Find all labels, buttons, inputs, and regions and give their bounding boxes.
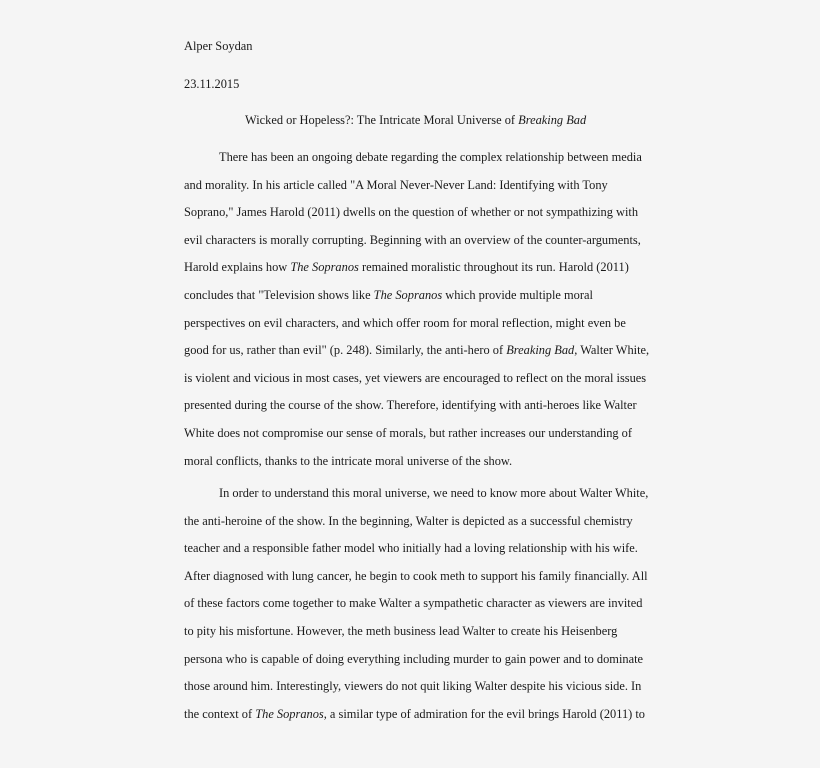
- text-line: [184, 342, 649, 358]
- text-segment: evil characters is morally corrupting. Beginning with an overview of the counter-arguments,: [184, 232, 641, 247]
- text-line: [184, 568, 648, 584]
- title-main: Wicked or Hopeless?: The Intricate Moral Universe of: [245, 113, 519, 127]
- document-title: [245, 112, 586, 128]
- text-line: [184, 513, 633, 529]
- text-segment: , Walter White,: [574, 343, 650, 358]
- text-segment: to pity his misfortune. However, the meth business lead Walter to create his Heisenberg: [184, 624, 618, 638]
- text-line: [184, 651, 643, 667]
- document-date: 23.11.2015: [184, 77, 240, 91]
- text-line: [219, 485, 648, 501]
- text-line: [184, 453, 512, 469]
- text-segment: There has been an ongoing debate regarding the complex relationship between media: [219, 150, 642, 164]
- text-line: [184, 706, 645, 722]
- author-name: Alper Soydan: [184, 39, 253, 53]
- text-segment: teacher and a responsible father model who initially had a loving relationship with his wife.: [184, 541, 638, 556]
- text-segment: the context of: [184, 706, 256, 721]
- text-segment: those around him. Interestingly, viewers do not quit liking Walter despite his vicious side. In: [184, 679, 642, 694]
- text-line: [184, 287, 593, 303]
- text-line: [184, 232, 641, 248]
- text-segment: which provide multiple moral: [442, 288, 593, 302]
- text-line: [184, 204, 638, 220]
- italic-title-ref: The Sopranos: [373, 288, 443, 302]
- text-segment: remained moralistic throughout its run. Harold (2011): [358, 260, 629, 275]
- text-line: [184, 370, 646, 386]
- text-segment: Soprano," James Harold (2011) dwells on the question of whether or not sympathizing with: [184, 205, 639, 220]
- text-line: [184, 315, 626, 331]
- text-segment: Harold explains how: [184, 260, 291, 275]
- text-line: [184, 678, 641, 694]
- text-segment: After diagnosed with lung cancer, he begin to cook meth to support his family financially. All: [184, 568, 648, 583]
- text-segment: White does not compromise our sense of morals, but rather increases our understanding of: [184, 426, 633, 440]
- text-segment: persona who is capable of doing everything including murder to gain power and to dominate: [184, 651, 644, 666]
- text-line: [219, 149, 642, 165]
- text-segment: of these factors come together to make Walter a sympathetic character as viewers are invited: [184, 596, 643, 611]
- italic-title-ref: The Sopranos: [290, 260, 359, 275]
- text-segment: In order to understand this moral universe, we need to know more about Walter White,: [219, 486, 649, 500]
- text-line: [184, 259, 629, 275]
- text-segment: is violent and vicious in most cases, yet viewers are encouraged to reflect on the moral issues: [184, 370, 647, 385]
- text-line: [184, 177, 608, 193]
- italic-title-ref: The Sopranos: [255, 706, 324, 721]
- title-italic: Breaking Bad: [518, 113, 587, 127]
- text-segment: good for us, rather than evil" (p. 248). Similarly, the anti-hero of: [184, 343, 507, 358]
- text-line: [184, 540, 638, 556]
- text-segment: the anti-heroine of the show. In the beginning, Walter is depicted as a successful chemistry: [184, 513, 633, 528]
- text-segment: concludes that "Television shows like: [184, 288, 374, 302]
- text-segment: perspectives on evil characters, and which offer room for moral reflection, might even be: [184, 315, 626, 330]
- text-segment: and morality. In his article called "A Moral Never-Never Land: Identifying with Tony: [184, 177, 608, 192]
- text-line: [184, 595, 642, 611]
- text-line: [184, 397, 637, 413]
- text-line: [184, 425, 632, 441]
- text-segment: presented during the course of the show. Therefore, identifying with anti-heroes like Walter: [184, 398, 637, 413]
- text-segment: , a similar type of admiration for the evil brings Harold (2011) to: [323, 706, 646, 721]
- italic-title-ref: Breaking Bad: [506, 343, 575, 358]
- text-line: [184, 623, 617, 639]
- text-segment: moral conflicts, thanks to the intricate moral universe of the show.: [184, 453, 513, 468]
